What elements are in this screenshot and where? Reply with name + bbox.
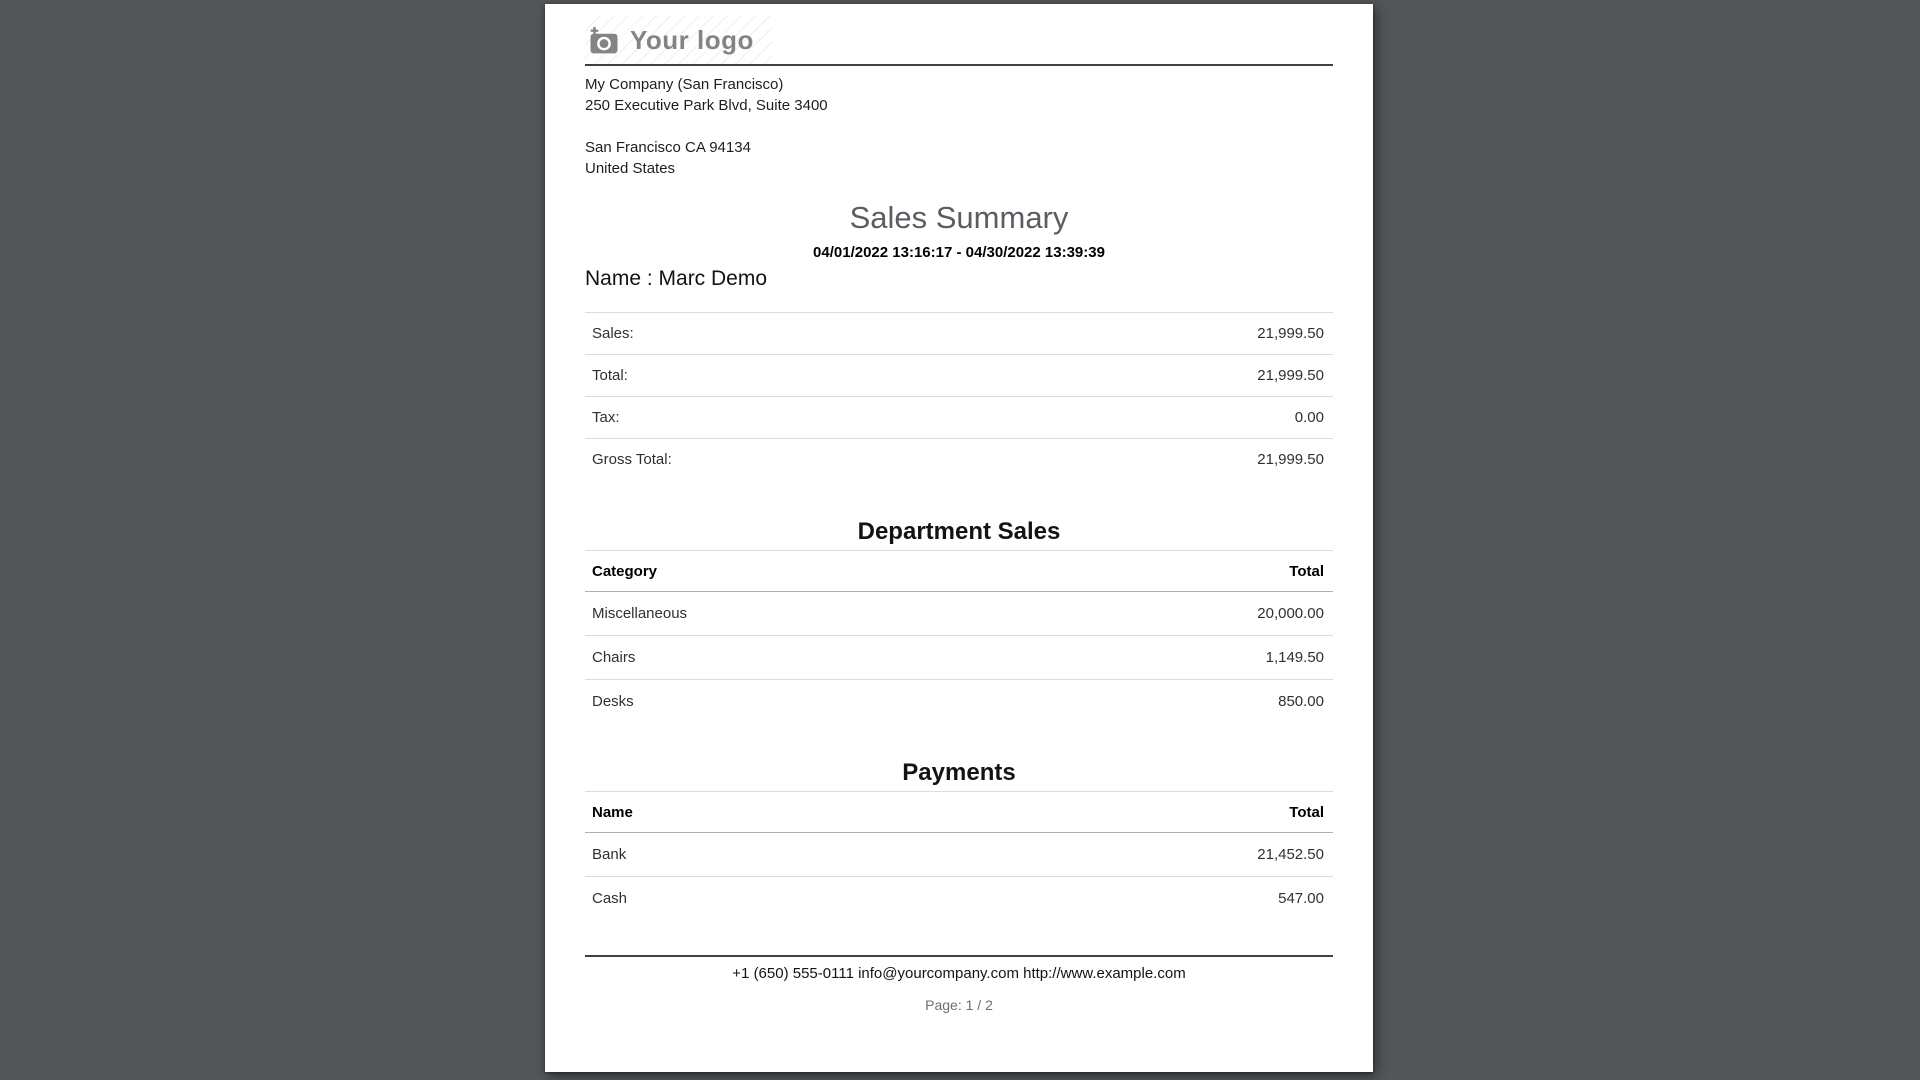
totals-label: Tax:: [592, 409, 620, 426]
total-cell: 20,000.00: [1257, 605, 1324, 622]
report-date-range: 04/01/2022 13:16:17 - 04/30/2022 13:39:39: [813, 244, 1105, 261]
table-row: [585, 439, 1333, 481]
company-name: My Company (San Francisco): [585, 76, 784, 93]
table-row: [585, 592, 1333, 636]
department-sales-title: Department Sales: [857, 518, 1061, 545]
table-row: [585, 833, 1333, 877]
totals-label: Total:: [592, 367, 628, 384]
total-cell: 850.00: [1278, 693, 1324, 710]
totals-value: 0.00: [1294, 409, 1324, 426]
report-title: Sales Summary: [849, 200, 1069, 235]
payment-name-cell: Bank: [592, 846, 627, 863]
table-row: [585, 313, 1333, 355]
totals-value: 21,999.50: [1257, 325, 1324, 342]
column-header-total: Total: [1289, 804, 1324, 821]
table-header-row: [585, 551, 1333, 592]
table-row: [585, 636, 1333, 680]
footer-contact-line: [585, 964, 1333, 983]
category-cell: Chairs: [592, 649, 636, 666]
camera-icon: [589, 27, 619, 54]
table-row: [585, 680, 1333, 724]
footer-email: info@yourcompany.com: [858, 965, 1019, 982]
footer-website: http://www.example.com: [1023, 965, 1186, 982]
category-cell: Desks: [592, 693, 634, 710]
totals-value: 21,999.50: [1257, 367, 1324, 384]
totals-label: Gross Total:: [592, 451, 672, 468]
payment-name-cell: Cash: [592, 890, 628, 907]
company-country: United States: [585, 160, 676, 177]
report-content: [545, 4, 1373, 1072]
company-city: San Francisco CA 94134: [585, 139, 751, 156]
header-divider: [585, 64, 1333, 66]
totals-label: Sales:: [592, 325, 634, 342]
report-footer: [585, 955, 1333, 1013]
table-header-row: [585, 792, 1333, 833]
column-header-name: Name: [592, 804, 633, 821]
totals-value: 21,999.50: [1257, 451, 1324, 468]
payments-title: Payments: [902, 759, 1016, 786]
table-row: [585, 355, 1333, 397]
column-header-total: Total: [1289, 563, 1324, 580]
total-cell: 1,149.50: [1265, 649, 1324, 666]
report-page: [545, 4, 1373, 1072]
payment-total-cell: 21,452.50: [1257, 846, 1324, 863]
category-cell: Miscellaneous: [592, 605, 688, 622]
company-street: 250 Executive Park Blvd, Suite 3400: [585, 97, 828, 114]
salesperson-name: Name : Marc Demo: [585, 267, 768, 290]
payments-table: [585, 791, 1333, 920]
page-number: Page: 1 / 2: [925, 997, 993, 1013]
payment-total-cell: 547.00: [1278, 890, 1324, 907]
totals-table: [585, 312, 1333, 480]
department-sales-table: [585, 550, 1333, 723]
column-header-category: Category: [592, 563, 658, 580]
logo-placeholder: [585, 16, 772, 64]
logo-text: Your logo: [630, 24, 754, 55]
table-row: [585, 397, 1333, 439]
footer-phone: +1 (650) 555-0111: [732, 965, 854, 982]
company-address: [585, 74, 1333, 179]
table-row: [585, 877, 1333, 921]
